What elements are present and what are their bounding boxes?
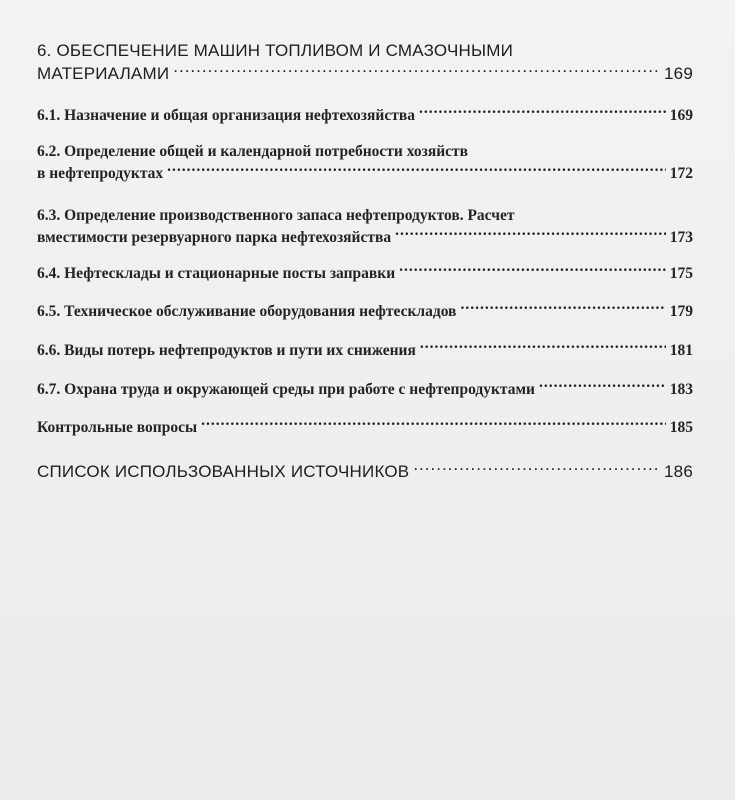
toc-page-number: 173 (669, 228, 693, 246)
toc-entry-6-5 (37, 300, 693, 322)
toc-entry-title-line1: 6.3. Определение производственного запаса нефтепродуктов. Расчет (37, 207, 515, 224)
toc-page-number: 186 (664, 462, 693, 481)
toc-dot-leader (413, 460, 660, 477)
toc-entry-title-line2: в нефтепродуктах (37, 164, 164, 182)
toc-entry-title: 6.1. Назначение и общая организация нефтехозяйства (37, 106, 415, 124)
toc-page-number: 172 (669, 164, 693, 182)
toc-page-number: 169 (669, 106, 693, 124)
toc-page-number: 185 (669, 418, 693, 436)
toc-entry-chapter-6 (37, 40, 693, 85)
toc-entry-title: 6.7. Охрана труда и окружающей среды при работе с нефтепродуктами (37, 380, 535, 398)
toc-page-number: 169 (664, 64, 693, 83)
toc-dot-leader (460, 300, 665, 316)
toc-entry-title: 6.5. Техническое обслуживание оборудования нефтескладов (37, 302, 457, 320)
toc-entry-6-3 (37, 206, 693, 248)
toc-entry-review-questions (37, 416, 693, 438)
toc-entry-title-line1: 6. ОБЕСПЕЧЕНИЕ МАШИН ТОПЛИВОМ И СМАЗОЧНЫМИ (37, 41, 513, 60)
toc-page-number: 175 (669, 264, 693, 282)
toc-page-number: 181 (669, 341, 693, 359)
toc-entry-6-7 (37, 378, 693, 400)
toc-entry-6-6 (37, 339, 693, 361)
toc-dot-leader (419, 104, 666, 120)
toc-dot-leader (201, 416, 666, 432)
toc-entry-title-line2: МАТЕРИАЛАМИ (37, 64, 170, 83)
toc-entry-references (37, 460, 693, 483)
toc-dot-leader (167, 162, 666, 178)
toc-entry-title: 6.6. Виды потерь нефтепродуктов и пути их снижения (37, 341, 416, 359)
toc-page-number: 179 (669, 302, 693, 320)
toc-dot-leader (539, 378, 666, 394)
toc-entry-title: 6.4. Нефтесклады и стационарные посты заправки (37, 264, 396, 282)
toc-page-number: 183 (669, 380, 693, 398)
toc-entry-title: СПИСОК ИСПОЛЬЗОВАННЫХ ИСТОЧНИКОВ (37, 462, 410, 481)
toc-dot-leader (420, 339, 666, 355)
toc-dot-leader (395, 226, 666, 242)
toc-entry-title-line1: 6.2. Определение общей и календарной потребности хозяйств (37, 143, 469, 160)
toc-entry-6-4 (37, 262, 693, 284)
toc-entry-6-2 (37, 142, 693, 184)
toc-dot-leader (399, 262, 666, 278)
toc-entry-title-line2: вместимости резервуарного парка нефтехозяйства (37, 228, 392, 246)
toc-entry-title: Контрольные вопросы (37, 418, 198, 436)
toc-entry-6-1 (37, 104, 693, 126)
toc-dot-leader (173, 62, 660, 79)
